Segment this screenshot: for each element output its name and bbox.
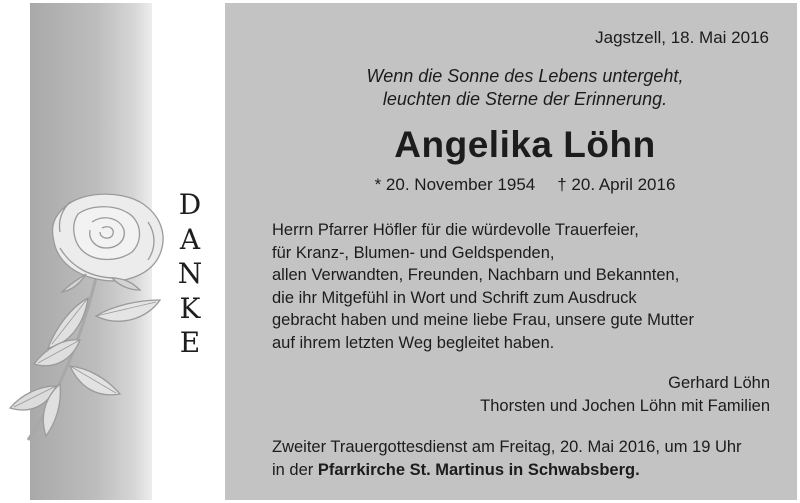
body-line: gebracht haben und meine liebe Frau, unsere gute Mutter [272,311,694,330]
body-line: für Kranz-, Blumen- und Geldspenden, [272,243,555,262]
body-line: die ihr Mitgefühl in Wort und Schrift zum Ausdruck [272,288,637,307]
signer-line: Thorsten und Jochen Löhn mit Familien [480,397,770,415]
danke-letter: D [178,188,202,221]
birth-date: * 20. November 1954 [374,175,536,194]
service-prefix: in der [272,460,318,479]
danke-letter: N [177,257,203,290]
motto-quote [240,65,800,111]
body-line: auf ihrem letzten Weg begleitet haben. [272,333,555,352]
body-line: Herrn Pfarrer Höfler für die würdevolle Trauerfeier, [272,221,639,239]
place-date: Jagstzell, 18. Mai 2016 [595,28,769,47]
motto-line: Wenn die Sonne des Lebens untergeht, [366,66,684,86]
service-line-location [272,459,742,482]
motto-line: leuchten die Sterne der Erinnerung. [382,89,668,109]
danke-letter: E [179,326,201,359]
deceased-name: Angelika Löhn [394,124,656,165]
thanks-body [272,219,694,355]
church-name: Pfarrkirche St. Martinus in Schwabsberg. [317,460,640,479]
danke-letter: A [179,222,201,256]
signers [480,372,770,418]
death-date: † 20. April 2016 [557,175,676,194]
life-dates [240,175,800,195]
signer-line: Gerhard Löhn [668,374,770,392]
rose-illustration [0,188,190,448]
body-line: allen Verwandten, Freunden, Nachbarn und Bekannten, [272,266,680,285]
danke-letter: K [179,291,201,325]
service-announcement [272,436,742,481]
service-line: Zweiter Trauergottesdienst am Freitag, 20. Mai 2016, um 19 Uhr [272,438,742,456]
danke-vertical-text [170,188,210,361]
